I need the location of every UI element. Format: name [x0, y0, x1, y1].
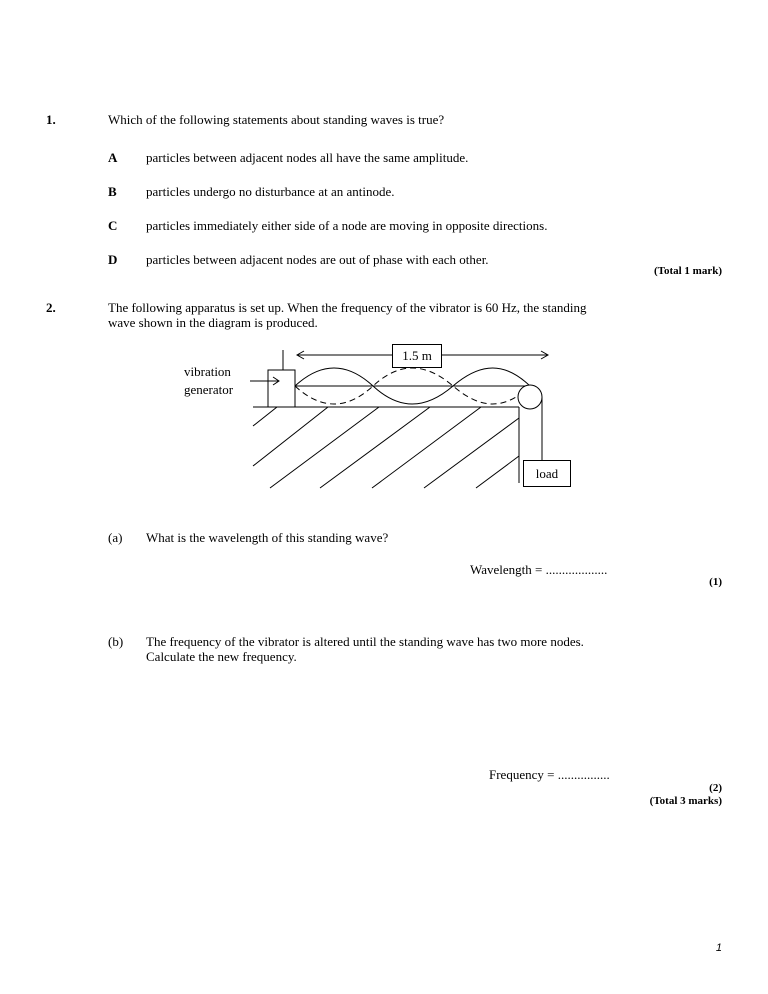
- option-b-text: particles undergo no disturbance at an antinode.: [146, 184, 395, 199]
- part-b-marks: (2): [709, 782, 722, 794]
- part-a-label: (a): [108, 530, 123, 545]
- generator-label: generator: [184, 382, 234, 397]
- length-label: 1.5 m: [392, 344, 442, 368]
- q2-intro-line2: wave shown in the diagram is produced.: [108, 315, 318, 330]
- option-c-text: particles immediately either side of a node are moving in opposite directions.: [146, 218, 548, 233]
- option-b-letter: B: [108, 184, 117, 199]
- page-number: 1: [715, 942, 722, 954]
- vibration-generator-box: [268, 370, 295, 407]
- vibration-label: vibration: [184, 364, 231, 379]
- load-box: load: [523, 460, 571, 487]
- q2-number: 2.: [46, 300, 56, 315]
- q2-intro-line1: The following apparatus is set up. When the frequency of the vibrator is 60 Hz, the standing: [108, 300, 587, 315]
- part-a-marks: (1): [709, 576, 722, 588]
- part-a-question: What is the wavelength of this standing wave?: [146, 530, 389, 545]
- option-c-letter: C: [108, 218, 118, 233]
- q1-number: 1.: [46, 112, 56, 127]
- option-d-letter: D: [108, 252, 118, 267]
- frequency-answer[interactable]: Frequency = ................: [489, 767, 610, 782]
- part-b-line1: The frequency of the vibrator is altered until the standing wave has two more nodes.: [146, 634, 584, 649]
- option-a-letter: A: [108, 150, 118, 165]
- q2-total-marks: (Total 3 marks): [649, 795, 722, 807]
- wavelength-answer[interactable]: Wavelength = ...................: [470, 562, 608, 577]
- q1-total-marks: (Total 1 mark): [653, 265, 722, 277]
- hatching: [253, 407, 519, 488]
- pulley: [518, 385, 542, 409]
- option-a-text: particles between adjacent nodes all have the same amplitude.: [146, 150, 469, 165]
- option-d-text: particles between adjacent nodes are out of phase with each other.: [146, 252, 489, 267]
- part-b-label: (b): [108, 634, 124, 649]
- part-b-line2: Calculate the new frequency.: [146, 649, 297, 664]
- q1-question: Which of the following statements about standing waves is true?: [108, 112, 445, 127]
